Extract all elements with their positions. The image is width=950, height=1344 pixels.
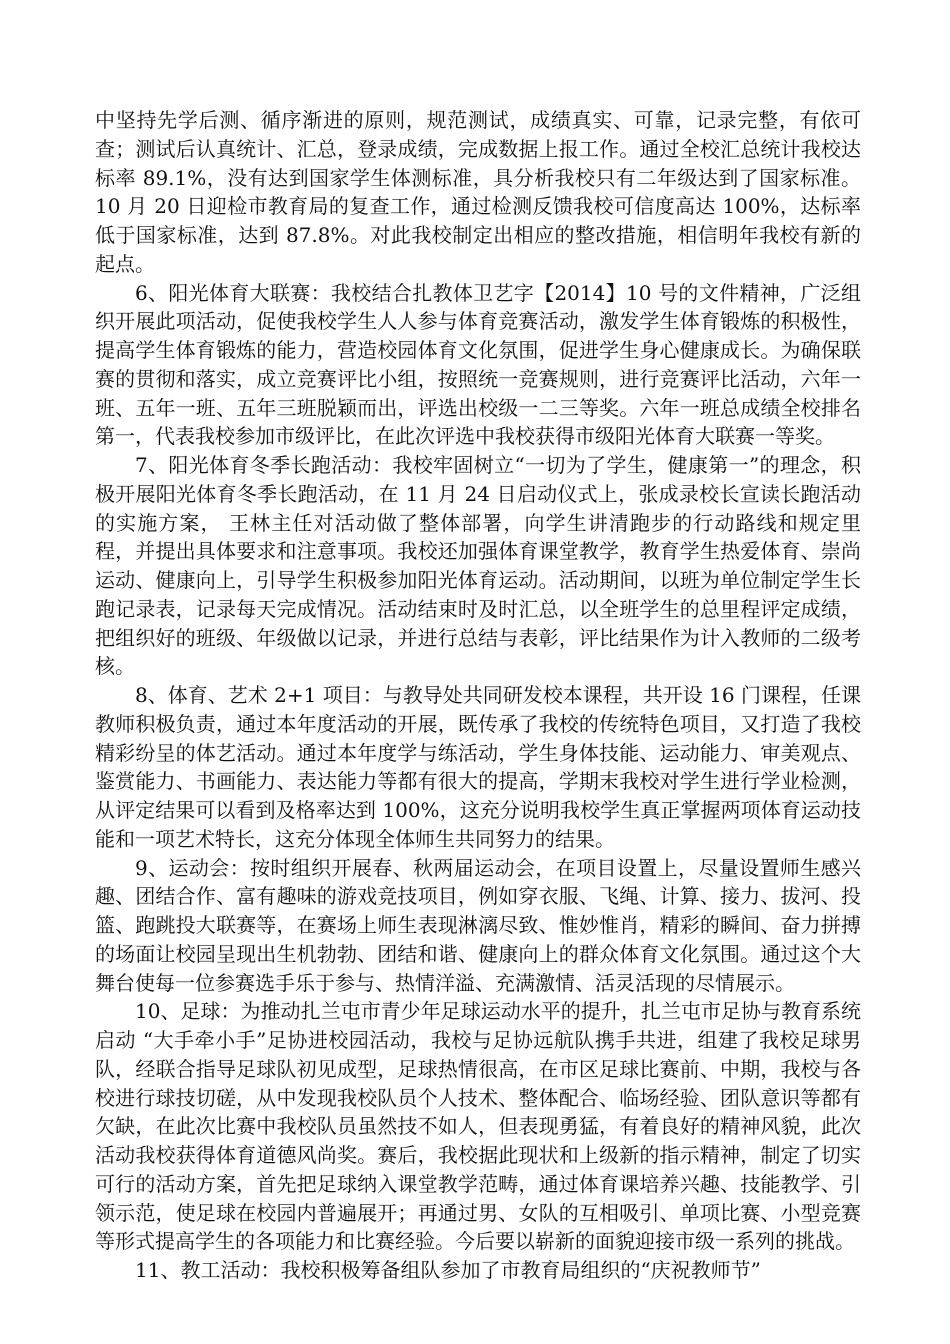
- paragraph-winter-long-run: 7、阳光体育冬季长跑活动：我校牢固树立“一切为了学生，健康第一”的理念，积极开展阳光体育冬季长跑活动，在 11 月 24 日启动仪式上，张成录校长宣读长跑活动的实施方案， 王林主任对活动做了整体部署，向学生讲清跑步的行动路线和规定里程，并提出具体要求和注意事项。我校还加强体育课堂教学，教育学生热爱体育、崇尚运动、健康向上，引导学生积极参加阳光体育运动。活动期间，以班为单位制定学生长跑记录表，记录每天完成情况。活动结束时及时汇总，以全班学生的总里程评定成绩，把组织好的班级、年级做以记录，并进行总结与表彰，评比结果作为计入教师的二级考核。: [95, 453, 861, 679]
- paragraph-sports-meet: 9、运动会：按时组织开展春、秋两届运动会，在项目设置上，尽量设置师生感兴趣、团结合作、富有趣味的游戏竞技项目，例如穿衣服、飞绳、计算、接力、拔河、投篮、跑跳投大联赛等，在赛场上师生表现淋漓尽致、惟妙惟肖，精彩的瞬间、奋力拼搏的场面让校园呈现出生机勃勃、团结和谐、健康向上的群众体育文化氛围。通过这个大舞台使每一位参赛选手乐于参与、热情洋溢、充满激情、活灵活现的尽情展示。: [95, 855, 861, 995]
- paragraph-football: 10、足球：为推动扎兰屯市青少年足球运动水平的提升，扎兰屯市足协与教育系统启动 “大手牵小手”足协进校园活动，我校与足协远航队携手共进，组建了我校足球男队，经联合指导足球队初见成型，足球热情很高，在市区足球比赛前、中期，我校与各校进行球技切磋，从中发现我校队员个人技术、整体配合、临场经验、团队意识等都有欠缺，在此次比赛中我校队员虽然技不如人，但表现勇猛，有着良好的精神风貌，此次活动我校获得体育道德风尚奖。赛后，我校据此现状和上级新的指示精神，制定了切实可行的活动方案，首先把足球纳入课堂教学范畴，通过体育课培养兴趣、技能教学、引领示范，使足球在校园内普遍展开；再通过男、女队的互相吸引、单项比赛、小型竞赛等形式提高学生的各项能力和比赛经验。今后要以崭新的面貌迎接市级一系列的挑战。: [95, 999, 861, 1254]
- paragraph-sports-arts-2plus1: 8、体育、艺术 2+1 项目：与教导处共同研发校本课程，共开设 16 门课程，任课教师积极负责，通过本年度活动的开展，既传承了我校的传统特色项目，又打造了我校精彩纷呈的体艺活动。通过本年度学与练活动，学生身体技能、运动能力、审美观点、鉴赏能力、书画能力、表达能力等都有很大的提高，学期末我校对学生进行学业检测，从评定结果可以看到及格率达到 100%，这充分说明我校学生真正掌握两项体育运动技能和一项艺术特长，这充分体现全体师生共同努力的结果。: [95, 683, 861, 851]
- paragraph-staff-activities: 11、教工活动：我校积极筹备组队参加了市教育局组织的“庆祝教师节”: [135, 1258, 761, 1282]
- document-body: [95, 106, 861, 1285]
- paragraph-fitness-test-summary: 中坚持先学后测、循序渐进的原则，规范测试，成绩真实、可靠，记录完整，有依可查；测试后认真统计、汇总，登录成绩，完成数据上报工作。通过全校汇总统计我校达标率 89.1%，没有达到国家学生体测标准，具分析我校只有二年级达到了国家标准。10 月 20 日迎检市教育局的复查工作，通过检测反馈我校可信度高达 100%，达标率低于国家标准，达到 87.8%。对此我校制定出相应的整改措施，相信明年我校有新的起点。: [95, 108, 861, 276]
- paragraph-sunshine-sports-league: 6、阳光体育大联赛：我校结合扎教体卫艺字【2014】10 号的文件精神，广泛组织开展此项活动，促使我校学生人人参与体育竞赛活动，激发学生体育锻炼的积极性，提高学生体育锻炼的能力，营造校园体育文化氛围，促进学生身心健康成长。为确保联赛的贯彻和落实，成立竞赛评比小组，按照统一竞赛规则，进行竞赛评比活动，六年一班、五年一班、五年三班脱颖而出，评选出校级一二三等奖。六年一班总成绩全校排名第一，代表我校参加市级评比，在此次评选中我校获得市级阳光体育大联赛一等奖。: [95, 280, 861, 449]
